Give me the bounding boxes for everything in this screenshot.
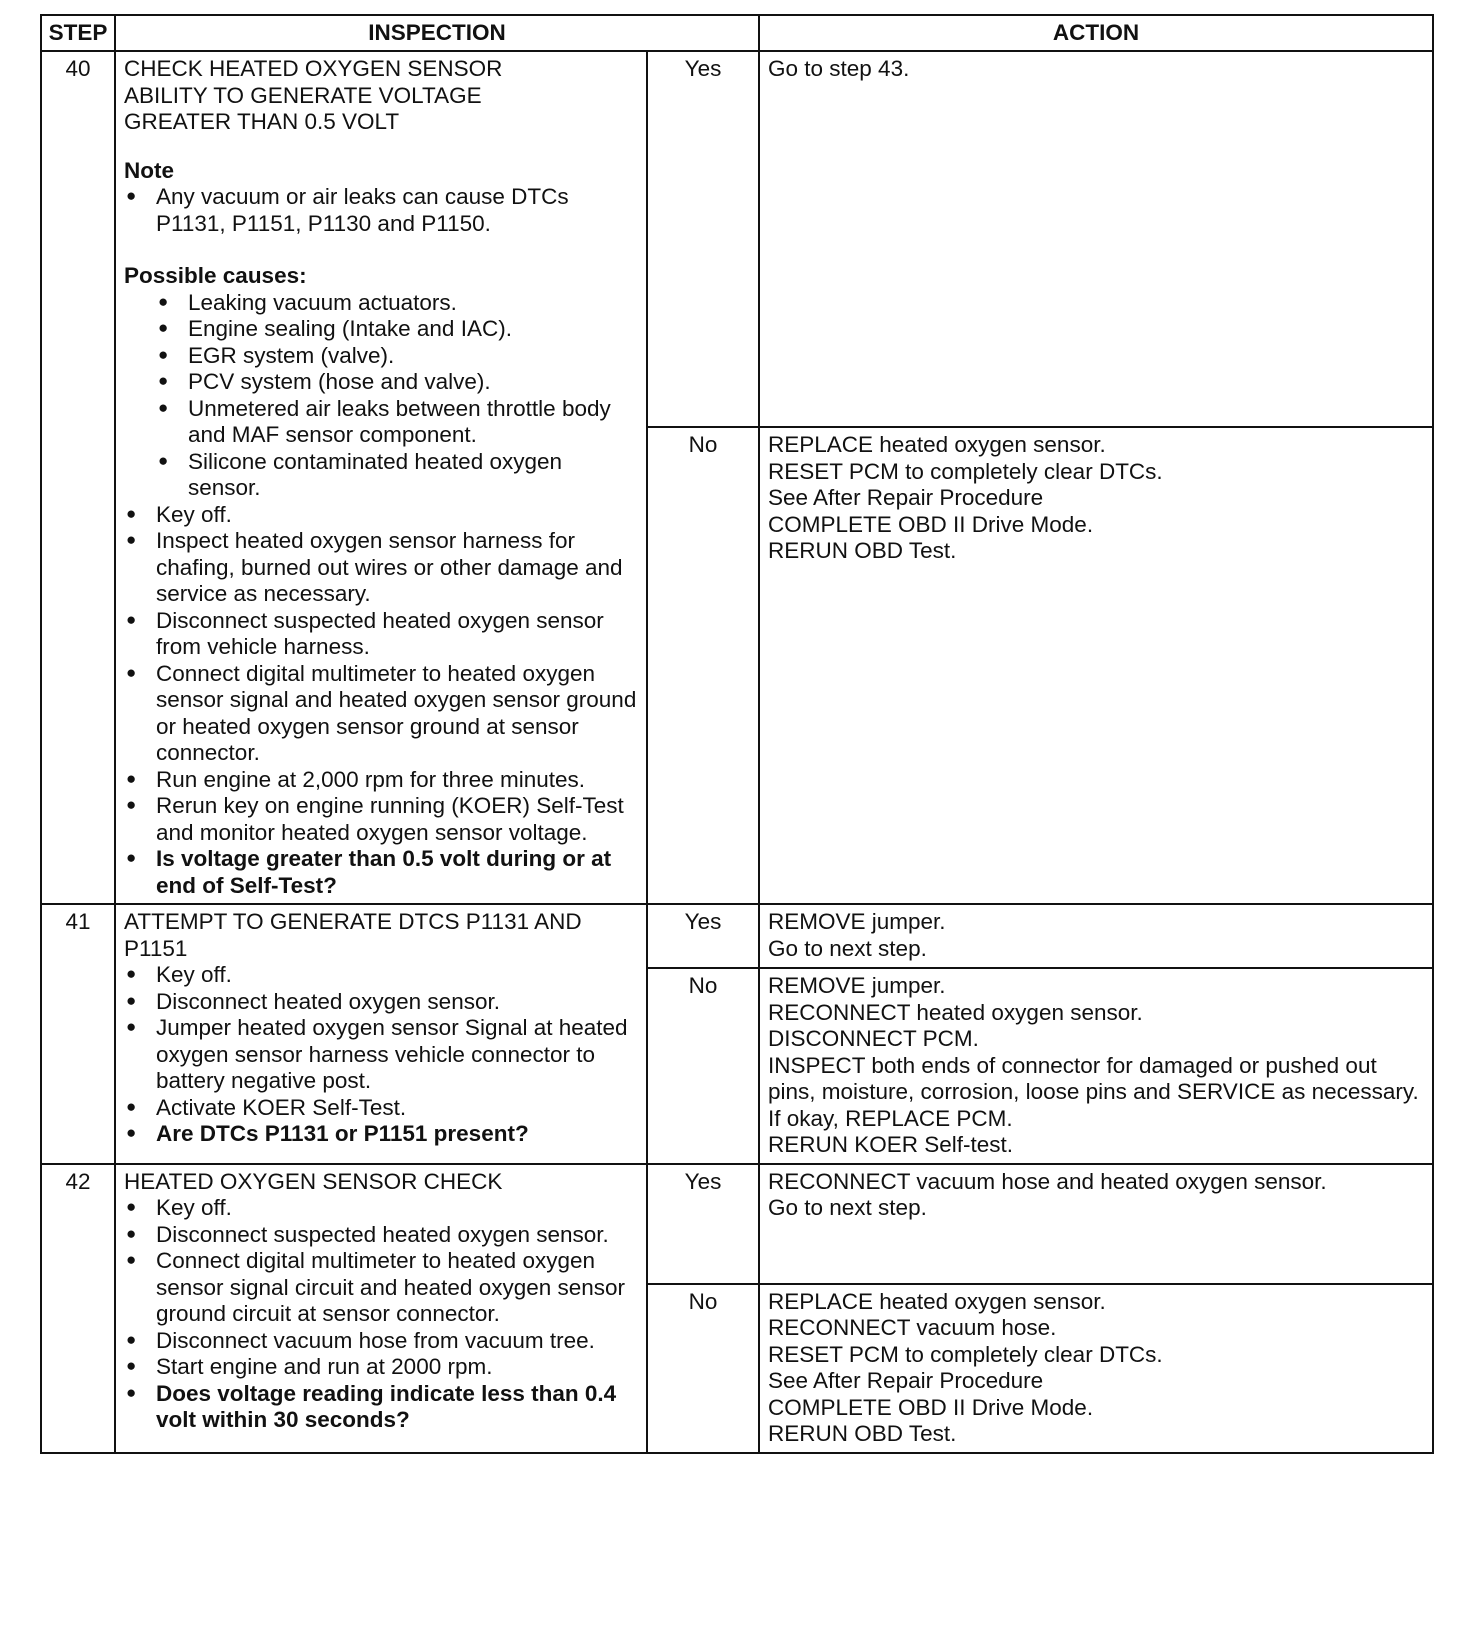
procedure-item: ● Connect digital multimeter to heated oxygen sensor signal and heated oxygen sensor ground or heated oxygen sensor ground at sensor connector.	[124, 661, 638, 767]
note-label: Note	[124, 157, 174, 183]
step-inspection	[115, 904, 647, 1164]
cause-item: ● PCV system (hose and valve).	[156, 369, 638, 396]
answer-yes: Yes	[647, 51, 759, 427]
step-title: HEATED OXYGEN SENSOR CHECK	[124, 1168, 503, 1194]
procedure-item: ● Start engine and run at 2000 rpm.	[124, 1354, 638, 1381]
possible-causes-label: Possible causes:	[124, 263, 307, 288]
action-line: RECONNECT heated oxygen sensor.	[768, 999, 1143, 1025]
procedure-question: ● Are DTCs P1131 or P1151 present?	[124, 1121, 638, 1148]
action-line: REMOVE jumper.	[768, 973, 946, 998]
procedure-list	[124, 1195, 638, 1434]
procedure-item: ● Key off.	[124, 1195, 638, 1222]
note-list	[124, 184, 638, 237]
step-title: CHECK HEATED OXYGEN SENSOR	[124, 56, 503, 81]
action-line: REPLACE heated oxygen sensor.	[768, 432, 1106, 457]
action-line: If okay, REPLACE PCM.	[768, 1105, 1013, 1131]
cause-item: ● EGR system (valve).	[156, 343, 638, 370]
procedure-item: ● Inspect heated oxygen sensor harness for chafing, burned out wires or other damage and service as necessary.	[124, 528, 638, 608]
action-yes	[759, 1164, 1433, 1284]
action-line: RESET PCM to completely clear DTCs.	[768, 458, 1163, 484]
action-line: COMPLETE OBD II Drive Mode.	[768, 1394, 1094, 1420]
procedure-item: ● Disconnect heated oxygen sensor.	[124, 989, 638, 1016]
procedure-item: ● Rerun key on engine running (KOER) Self-Test and monitor heated oxygen sensor voltage.	[124, 793, 638, 846]
action-line: Go to next step.	[768, 935, 927, 961]
action-no	[759, 1284, 1433, 1453]
cause-item: ● Unmetered air leaks between throttle body and MAF sensor component.	[156, 396, 638, 449]
step-title: ABILITY TO GENERATE VOLTAGE	[124, 82, 482, 108]
step-inspection	[115, 1164, 647, 1453]
action-line: See After Repair Procedure	[768, 485, 1044, 510]
procedure-item: ● Key off.	[124, 502, 638, 529]
procedure-item: ● Run engine at 2,000 rpm for three minutes.	[124, 767, 638, 794]
answer-yes: Yes	[647, 1164, 759, 1284]
answer-no: No	[647, 968, 759, 1164]
action-line: RECONNECT vacuum hose.	[768, 1315, 1057, 1340]
action-line: Go to step 43.	[768, 56, 910, 81]
step-42-yes-row	[41, 1164, 1433, 1284]
diagnostic-table	[40, 14, 1434, 1454]
action-no	[759, 968, 1433, 1164]
step-number: 41	[41, 904, 115, 1164]
action-line: REPLACE heated oxygen sensor.	[768, 1288, 1106, 1314]
action-line: RESET PCM to completely clear DTCs.	[768, 1341, 1163, 1367]
step-title: ATTEMPT TO GENERATE DTCS P1131 AND P1151	[124, 909, 582, 961]
header-step: STEP	[41, 15, 115, 51]
causes-list	[124, 290, 638, 502]
step-number: 42	[41, 1164, 115, 1453]
action-line: RERUN KOER Self-test.	[768, 1132, 1014, 1157]
action-no	[759, 427, 1433, 904]
header-row	[41, 15, 1433, 51]
cause-item: ● Leaking vacuum actuators.	[156, 290, 638, 317]
action-line: COMPLETE OBD II Drive Mode.	[768, 511, 1094, 537]
header-action: ACTION	[759, 15, 1433, 51]
action-line: Go to next step.	[768, 1195, 927, 1220]
answer-yes: Yes	[647, 904, 759, 968]
cause-item: ● Silicone contaminated heated oxygen sensor.	[156, 449, 638, 502]
step-inspection	[115, 51, 647, 904]
action-line: RERUN OBD Test.	[768, 538, 957, 563]
step-41-yes-row	[41, 904, 1433, 968]
procedure-question: ● Is voltage greater than 0.5 volt during or at end of Self-Test?	[124, 846, 638, 899]
procedure-item: ● Disconnect suspected heated oxygen sensor from vehicle harness.	[124, 608, 638, 661]
action-line: RERUN OBD Test.	[768, 1421, 957, 1446]
action-line: See After Repair Procedure	[768, 1368, 1044, 1393]
procedure-list	[124, 962, 638, 1148]
action-line: REMOVE jumper.	[768, 909, 946, 934]
answer-no: No	[647, 427, 759, 904]
action-yes	[759, 51, 1433, 427]
cause-item: ● Engine sealing (Intake and IAC).	[156, 316, 638, 343]
step-40-yes-row	[41, 51, 1433, 427]
answer-no: No	[647, 1284, 759, 1453]
step-title: GREATER THAN 0.5 VOLT	[124, 109, 400, 134]
action-line: DISCONNECT PCM.	[768, 1026, 979, 1051]
action-line: INSPECT both ends of connector for damaged or pushed out pins, moisture, corrosion, loose pins and SERVICE as necessary.	[768, 1052, 1419, 1104]
procedure-item: ● Key off.	[124, 962, 638, 989]
action-yes	[759, 904, 1433, 968]
step-number: 40	[41, 51, 115, 904]
procedure-item: ● Disconnect vacuum hose from vacuum tree.	[124, 1328, 638, 1355]
procedure-item: ● Connect digital multimeter to heated oxygen sensor signal circuit and heated oxygen sensor ground circuit at sensor connector.	[124, 1248, 638, 1328]
procedure-question: ● Does voltage reading indicate less than 0.4 volt within 30 seconds?	[124, 1381, 638, 1434]
action-line: RECONNECT vacuum hose and heated oxygen sensor.	[768, 1168, 1327, 1194]
procedure-item: ● Jumper heated oxygen sensor Signal at heated oxygen sensor harness vehicle connector to battery negative post.	[124, 1015, 638, 1095]
procedure-item: ● Disconnect suspected heated oxygen sensor.	[124, 1222, 638, 1249]
procedure-list	[124, 502, 638, 900]
note-item: ● Any vacuum or air leaks can cause DTCs P1131, P1151, P1130 and P1150.	[124, 184, 638, 237]
procedure-item: ● Activate KOER Self-Test.	[124, 1095, 638, 1122]
header-inspection: INSPECTION	[115, 15, 759, 51]
